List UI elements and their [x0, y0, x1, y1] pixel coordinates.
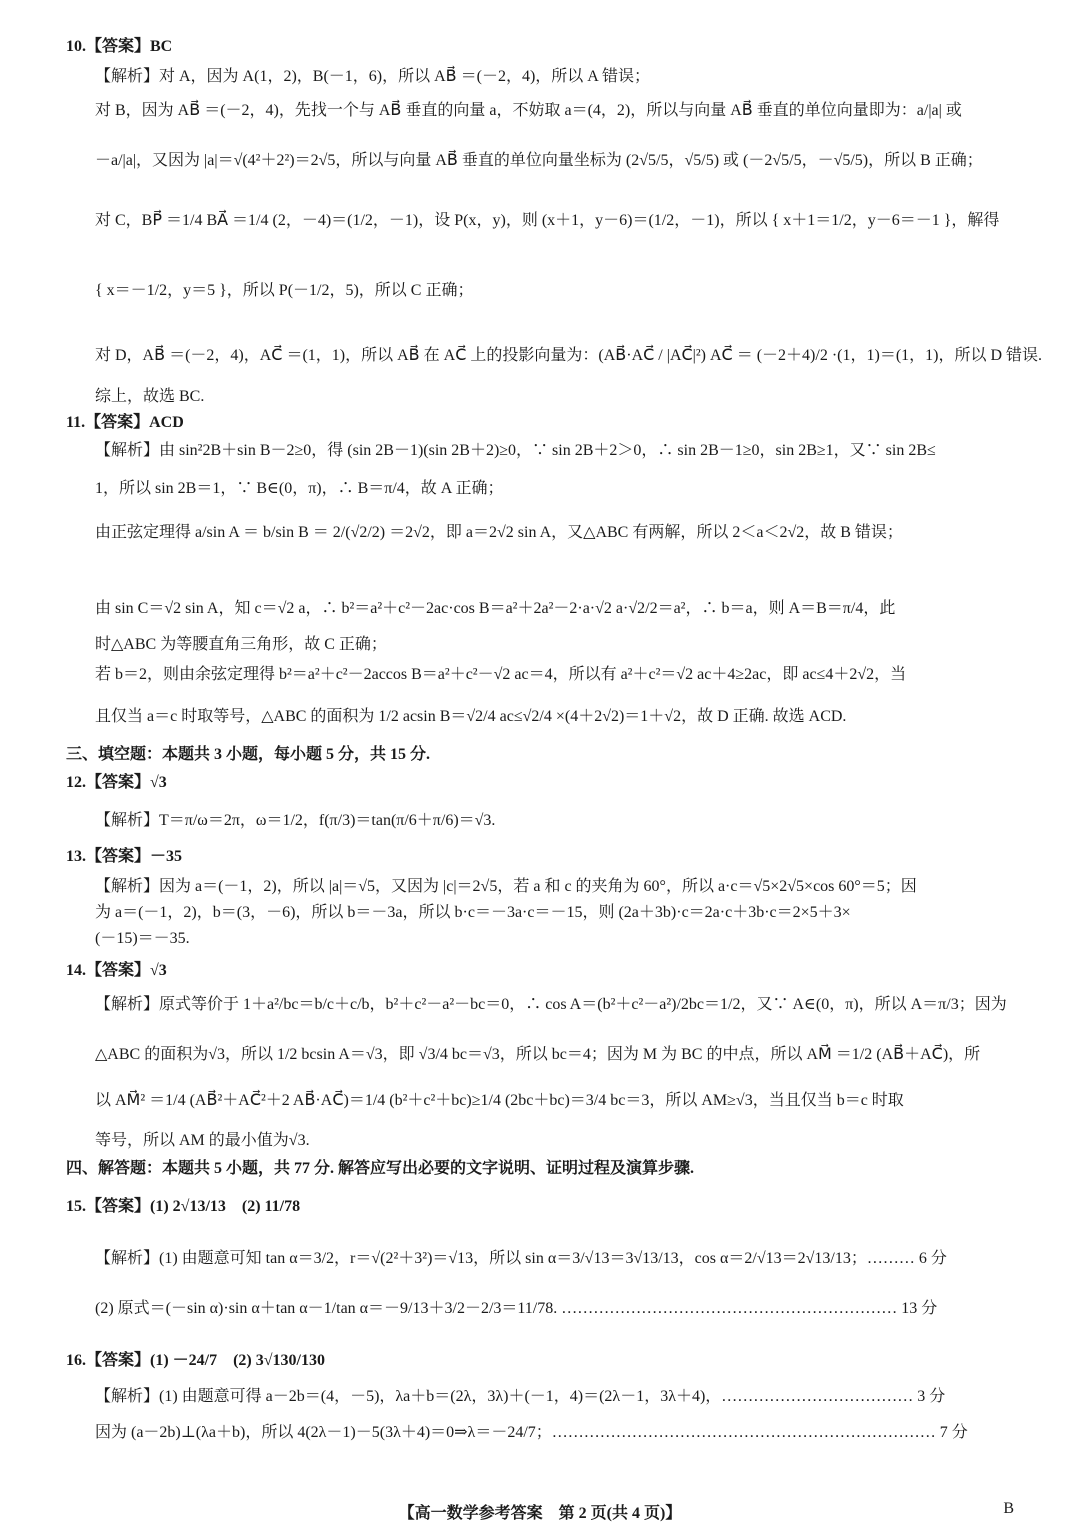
solution-line: 若 b＝2，则由余弦定理得 b²＝a²＋c²－2accos B＝a²＋c²－√2 ac＝4，所以有 a²＋c²＝√2 ac＋4≥2ac，即 ac≤4＋2√2，当 — [95, 666, 907, 683]
solution-line: 对 C，BP⃗ ＝1/4 BA⃗ ＝1/4 (2，－4)＝(1/2，－1)，设 P(x，y)，则 (x＋1，y－6)＝(1/2，－1)，所以 { x＋1＝1/2，y－6＝－1 }，解得 — [95, 212, 1000, 229]
section-heading: 三、填空题：本题共 3 小题，每小题 5 分，共 15 分. — [66, 746, 431, 763]
solution-line: 且仅当 a＝c 时取等号，△ABC 的面积为 1/2 acsin B＝√2/4 ac≤√2/4 ×(4＋2√2)＝1＋√2，故 D 正确. 故选 ACD. — [95, 708, 847, 725]
page-footer — [0, 1500, 1080, 1523]
solution-line: 对 B，因为 AB⃗ ＝(－2，4)，先找一个与 AB⃗ 垂直的向量 a，不妨取 a＝(4，2)，所以与向量 AB⃗ 垂直的单位向量即为：a/|a| 或 — [95, 102, 962, 119]
solution-line: 对 D，AB⃗ ＝(－2，4)，AC⃗ ＝(1，1)，所以 AB⃗ 在 AC⃗ 上的投影向量为：(AB⃗·AC⃗ / |AC⃗|²) AC⃗ ＝ (－2＋4)/2 ·(1，1)＝(1，1)，所以 D 错误. — [95, 347, 1043, 364]
solution-line: △ABC 的面积为√3，所以 1/2 bcsin A＝√3，即 √3/4 bc＝√3，所以 bc＝4；因为 M 为 BC 的中点，所以 AM⃗ ＝1/2 (AB⃗＋AC⃗)，所 — [95, 1046, 981, 1063]
solution-line: 【解析】原式等价于 1＋a²/bc＝b/c＋c/b，b²＋c²－a²－bc＝0，∴ cos A＝(b²＋c²－a²)/2bc＝1/2，又∵ A∈(0，π)，所以 A＝π/3；因为 — [95, 996, 1007, 1013]
solution-line: 由正弦定理得 a/sin A ＝ b/sin B ＝ 2/(√2/2) ＝2√2，即 a＝2√2 sin A，又△ABC 有两解，所以 2＜a＜2√2，故 B 错误； — [95, 524, 903, 541]
solution-line: 因为 (a－2b)⊥(λa＋b)，所以 4(2λ－1)－5(3λ＋4)＝0⇒λ＝－24/7；……………………………………………………………… 7 分 — [95, 1424, 968, 1441]
solution-line: { x＝－1/2，y＝5 }，所以 P(－1/2，5)，所以 C 正确； — [95, 282, 474, 299]
question-answer-line: 16.【答案】(1) －24/7 (2) 3√130/130 — [66, 1352, 325, 1369]
solution-line: 【解析】(1) 由题意可得 a－2b＝(4，－5)，λa＋b＝(2λ，3λ)＋(－1，4)＝(2λ－1，3λ＋4)，……………………………… 3 分 — [95, 1388, 946, 1405]
solution-line: (－15)＝－35. — [95, 930, 190, 947]
solution-line: 【解析】(1) 由题意可知 tan α＝3/2，r＝√(2²＋3²)＝√13，所以 sin α＝3/√13＝3√13/13，cos α＝2/√13＝2√13/13；……… 6 分 — [95, 1250, 947, 1267]
solution-line: 综上，故选 BC. — [95, 388, 205, 405]
solution-line: 【解析】因为 a＝(－1，2)，所以 |a|＝√5，又因为 |c|＝2√5，若 a 和 c 的夹角为 60°，所以 a·c＝√5×2√5×cos 60°＝5；因 — [95, 878, 917, 895]
question-answer-line: 12.【答案】√3 — [66, 774, 167, 791]
solution-line: 以 AM⃗² ＝1/4 (AB⃗²＋AC⃗²＋2 AB⃗·AC⃗)＝1/4 (b²＋c²＋bc)≥1/4 (2bc＋bc)＝3/4 bc＝3，所以 AM≥√3，当且仅当 b＝c 时取 — [95, 1092, 904, 1109]
question-answer-line: 15.【答案】(1) 2√13/13 (2) 11/78 — [66, 1198, 301, 1215]
section-heading: 四、解答题：本题共 5 小题，共 77 分. 解答应写出必要的文字说明、证明过程及演算步骤. — [66, 1160, 695, 1177]
question-answer-line: 10.【答案】BC — [66, 38, 173, 55]
solution-line: 【解析】T＝π/ω＝2π，ω＝1/2，f(π/3)＝tan(π/6＋π/6)＝√3. — [95, 812, 496, 829]
solution-line: (2) 原式＝(－sin α)·sin α＋tan α－1/tan α＝－9/13＋3/2－2/3＝11/78. ……………………………………………………… 13 分 — [95, 1300, 938, 1317]
version-letter: B — [1003, 1500, 1014, 1517]
question-answer-line: 11.【答案】ACD — [66, 414, 184, 431]
solution-line: 为 a＝(－1，2)，b＝(3，－6)，所以 b＝－3a，所以 b·c＝－3a·c＝－15，则 (2a＋3b)·c＝2a·c＋3b·c＝2×5＋3× — [95, 904, 851, 921]
solution-line: 等号，所以 AM 的最小值为√3. — [95, 1132, 310, 1149]
solution-line: 【解析】由 sin²2B＋sin B－2≥0，得 (sin 2B－1)(sin 2B＋2)≥0，∵ sin 2B＋2＞0，∴ sin 2B－1≥0，sin 2B≥1，又∵ sin 2B≤ — [95, 442, 936, 459]
solution-line: 时△ABC 为等腰直角三角形，故 C 正确； — [95, 636, 387, 653]
footer-label: 【高一数学参考答案 第 2 页(共 4 页)】 — [398, 1505, 682, 1522]
question-answer-line: 14.【答案】√3 — [66, 962, 167, 979]
solution-line: 【解析】对 A，因为 A(1，2)，B(－1，6)，所以 AB⃗ ＝(－2，4)，所以 A 错误； — [95, 68, 650, 85]
solution-line: 1，所以 sin 2B＝1，∵ B∈(0，π)，∴ B＝π/4，故 A 正确； — [95, 480, 504, 497]
question-answer-line: 13.【答案】－35 — [66, 848, 183, 865]
solution-line: －a/|a|，又因为 |a|＝√(4²＋2²)＝2√5，所以与向量 AB⃗ 垂直的单位向量坐标为 (2√5/5，√5/5) 或 (－2√5/5，－√5/5)，所以 B 正确； — [95, 152, 983, 169]
solution-line: 由 sin C＝√2 sin A，知 c＝√2 a，∴ b²＝a²＋c²－2ac·cos B＝a²＋2a²－2·a·√2 a·√2/2＝a²，∴ b＝a，则 A＝B＝π/4，此 — [95, 600, 896, 617]
